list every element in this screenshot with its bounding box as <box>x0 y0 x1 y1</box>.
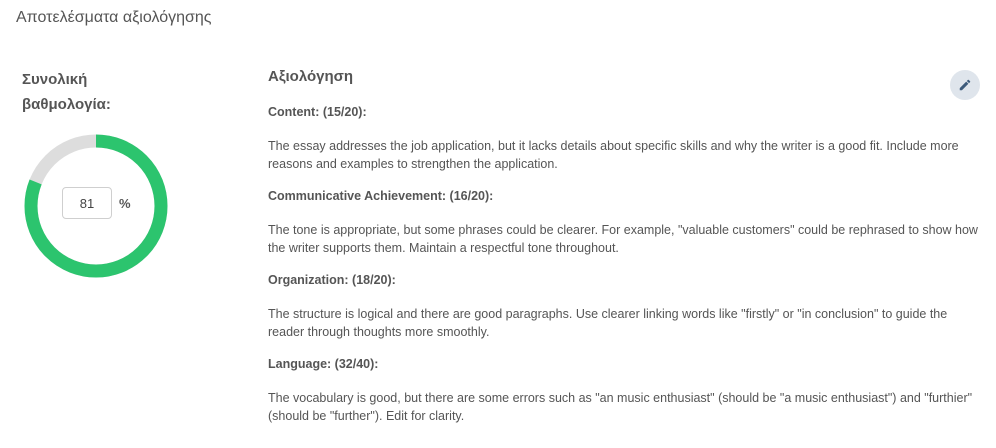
pencil-icon <box>958 78 972 92</box>
score-value-field[interactable]: 81 <box>62 187 112 219</box>
criterion-feedback: The structure is logical and there are good paragraphs. Use clearer linking words like "firstly" or "in conclusion" to guide the reader through thoughts more smoothly. <box>268 307 948 339</box>
criterion-communicative-achievement <box>268 188 978 257</box>
score-unit: % <box>119 196 131 211</box>
criterion-content <box>268 104 978 173</box>
page-title: Αποτελέσματα αξιολόγησης <box>16 9 212 26</box>
criterion-organization <box>268 272 978 341</box>
criterion-language <box>268 356 978 425</box>
criterion-feedback: The essay addresses the job application, but it lacks details about specific skills and why the writer is a good fit. Include more reasons and examples to strengthen the application. <box>268 139 959 171</box>
criterion-feedback: The tone is appropriate, but some phrases could be clearer. For example, "valuable customers" could be rephrased to show how the writer supports them. Maintain a respectful tone throughout. <box>268 223 978 255</box>
criterion-heading: Content: (15/20): <box>268 105 367 119</box>
evaluation-panel <box>268 67 978 440</box>
criterion-heading: Organization: (18/20): <box>268 273 396 287</box>
edit-button[interactable] <box>950 70 980 100</box>
evaluation-title: Αξιολόγηση <box>268 68 354 85</box>
criterion-feedback: The vocabulary is good, but there are some errors such as "an music enthusiast" (should be "a music enthusiast") and "furthier" (should be "further"). Edit for clarity. <box>268 391 973 423</box>
criterion-heading: Language: (32/40): <box>268 357 379 371</box>
score-heading: Συνολική βαθμολογία: <box>22 71 111 113</box>
criterion-heading: Communicative Achievement: (16/20): <box>268 189 494 203</box>
